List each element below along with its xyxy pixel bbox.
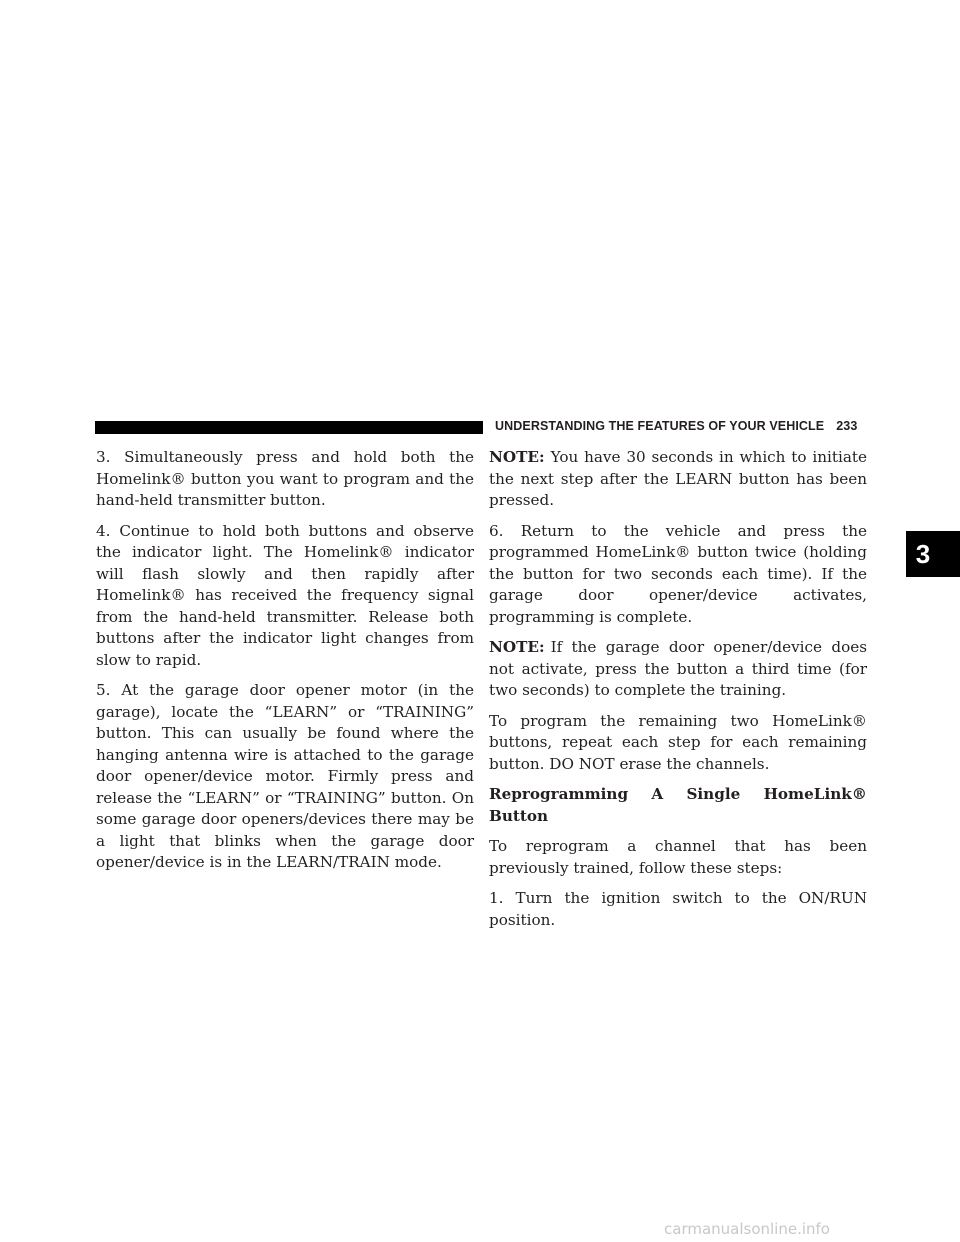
step-3: 3. Simultaneously press and hold both the Homelink® button you want to program and the hand-held transmitter button.	[96, 448, 474, 509]
running-header	[495, 419, 857, 433]
note-1	[489, 447, 867, 512]
left-column	[96, 447, 474, 883]
note-text: You have 30 seconds in which to initiate the next step after the LEARN button has been pressed.	[489, 448, 867, 509]
note-text: If the garage door opener/device does not activate, press the button a third time (for two seconds) to complete the training.	[489, 638, 867, 699]
reprogram-intro: To reprogram a channel that has been previously trained, follow these steps:	[489, 837, 867, 877]
chapter-number: 3	[915, 538, 931, 569]
page-number: 233	[836, 419, 858, 433]
watermark: carmanualsonline.info	[664, 1220, 830, 1238]
step-6: 6. Return to the vehicle and press the programmed HomeLink® button twice (holding the button for two seconds each time). If the garage door opener/device activates, programming is complete.	[489, 521, 867, 626]
section-title: UNDERSTANDING THE FEATURES OF YOUR VEHICLE	[495, 419, 825, 433]
step-5: 5. At the garage door opener motor (in the garage), locate the “LEARN” or “TRAINING” button. This can usually be found where the hanging antenna wire is attached to the garage door opener/device motor. Firmly press and release the “LEARN” or “TRAINING” button. On some garage door openers/devices there may be a light that blinks when the garage door opener/device is in the LEARN/TRAIN mode.	[96, 681, 474, 871]
section-subheading: Reprogramming A Single HomeLink® Button	[489, 785, 867, 825]
note-label: NOTE:	[489, 448, 545, 466]
note-label: NOTE:	[489, 638, 545, 656]
remaining-buttons-paragraph: To program the remaining two HomeLink® buttons, repeat each step for each remaining button. DO NOT erase the channels.	[489, 711, 867, 773]
reprogram-step-1: 1. Turn the ignition switch to the ON/RUN position.	[489, 889, 867, 929]
header-rule	[95, 421, 483, 434]
note-2	[489, 637, 867, 702]
chapter-tab	[906, 531, 960, 577]
right-column	[489, 447, 867, 940]
step-4: 4. Continue to hold both buttons and observe the indicator light. The Homelink® indicator will flash slowly and then rapidly after Homelink® has received the frequency signal from the hand-held transmitter. Release both buttons after the indicator light changes from slow to rapid.	[96, 521, 474, 669]
